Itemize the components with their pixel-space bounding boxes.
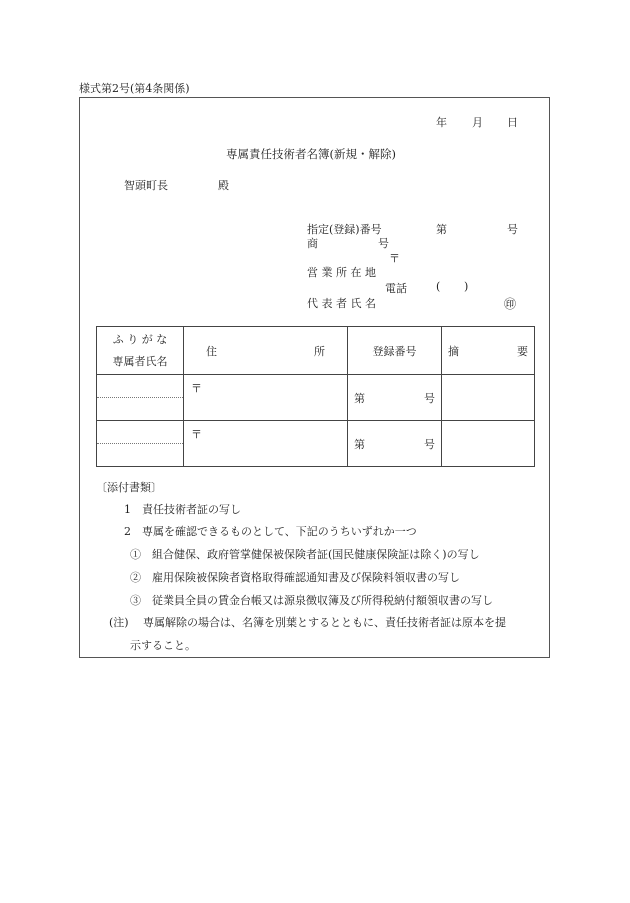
postal-mark: 〒 bbox=[191, 382, 202, 395]
date-year: 年 bbox=[436, 116, 447, 129]
attachment-sub-2: ② 雇用保険被保険者資格取得確認通知書及び保険料領収書の写し bbox=[130, 571, 460, 584]
table-header-row bbox=[97, 327, 535, 375]
date-day: 日 bbox=[507, 116, 518, 129]
header-name bbox=[97, 327, 184, 375]
postal-mark: 〒 bbox=[191, 428, 202, 441]
reg-no-cell[interactable] bbox=[348, 421, 442, 467]
remarks-cell[interactable] bbox=[442, 421, 535, 467]
reg-go: 号 bbox=[424, 438, 435, 451]
date-month: 月 bbox=[472, 116, 483, 129]
table-row bbox=[97, 375, 535, 421]
postal-mark: 〒 bbox=[389, 252, 400, 265]
trade-name-label-2: 号 bbox=[378, 237, 389, 250]
header-address bbox=[184, 327, 348, 375]
attachment-sub-1: ① 組合健保、政府管掌健保被保険者証(国民健康保険証は除く)の写し bbox=[130, 548, 480, 561]
phone-close-paren: ) bbox=[464, 280, 469, 293]
header-remarks bbox=[442, 327, 535, 375]
attachments-heading: 〔添付書類〕 bbox=[96, 481, 162, 494]
phone-label: 電話 bbox=[385, 282, 407, 295]
name-field[interactable] bbox=[97, 397, 183, 420]
name-cell bbox=[97, 375, 184, 421]
note-line-2: 示すること。 bbox=[130, 639, 196, 652]
header-furigana: ふ り が な bbox=[112, 332, 168, 346]
header-reg-no: 登録番号 bbox=[348, 327, 442, 375]
seal-mark: ㊞ bbox=[504, 297, 517, 311]
note-label: (注) bbox=[109, 616, 129, 629]
addressee-name: 智頭町長 bbox=[124, 179, 168, 192]
trade-name-label-1: 商 bbox=[307, 237, 318, 250]
furigana-field[interactable] bbox=[97, 375, 183, 397]
form-number: 様式第2号(第4条関係) bbox=[79, 82, 190, 95]
designation-number-label: 指定(登録)番号 bbox=[307, 223, 382, 236]
header-address-1: 住 bbox=[206, 344, 217, 358]
reg-dai: 第 bbox=[354, 438, 365, 451]
designation-dai: 第 bbox=[436, 223, 447, 236]
phone-open-paren: ( bbox=[436, 280, 441, 293]
address-cell[interactable] bbox=[184, 421, 348, 467]
attachment-sub-3: ③ 従業員全員の賃金台帳又は源泉徴収簿及び所得税納付額領収書の写し bbox=[130, 594, 493, 607]
representative-label: 代 表 者 氏 名 bbox=[307, 297, 376, 310]
header-remarks-2: 要 bbox=[517, 344, 528, 358]
form-title: 専属責任技術者名簿(新規・解除) bbox=[226, 147, 396, 161]
office-address-label: 営 業 所 在 地 bbox=[307, 266, 376, 279]
furigana-field[interactable] bbox=[97, 421, 183, 443]
table-row bbox=[97, 421, 535, 467]
note-line-1: 専属解除の場合は、名簿を別葉とするとともに、責任技術者証は原本を提 bbox=[143, 616, 506, 629]
reg-dai: 第 bbox=[354, 392, 365, 405]
attachment-item-1: 1 責任技術者証の写し bbox=[124, 503, 241, 516]
addressee-honorific: 殿 bbox=[218, 179, 229, 192]
reg-no-cell[interactable] bbox=[348, 375, 442, 421]
header-address-2: 所 bbox=[314, 344, 325, 358]
registration-table bbox=[96, 326, 535, 467]
attachment-item-2: 2 専属を確認できるものとして、下記のうちいずれか一つ bbox=[124, 525, 417, 538]
address-cell[interactable] bbox=[184, 375, 348, 421]
header-remarks-1: 摘 bbox=[448, 344, 459, 358]
designation-go: 号 bbox=[507, 223, 518, 236]
name-field[interactable] bbox=[97, 443, 183, 466]
name-cell bbox=[97, 421, 184, 467]
header-name-label: 専属者氏名 bbox=[112, 354, 168, 368]
reg-go: 号 bbox=[424, 392, 435, 405]
remarks-cell[interactable] bbox=[442, 375, 535, 421]
